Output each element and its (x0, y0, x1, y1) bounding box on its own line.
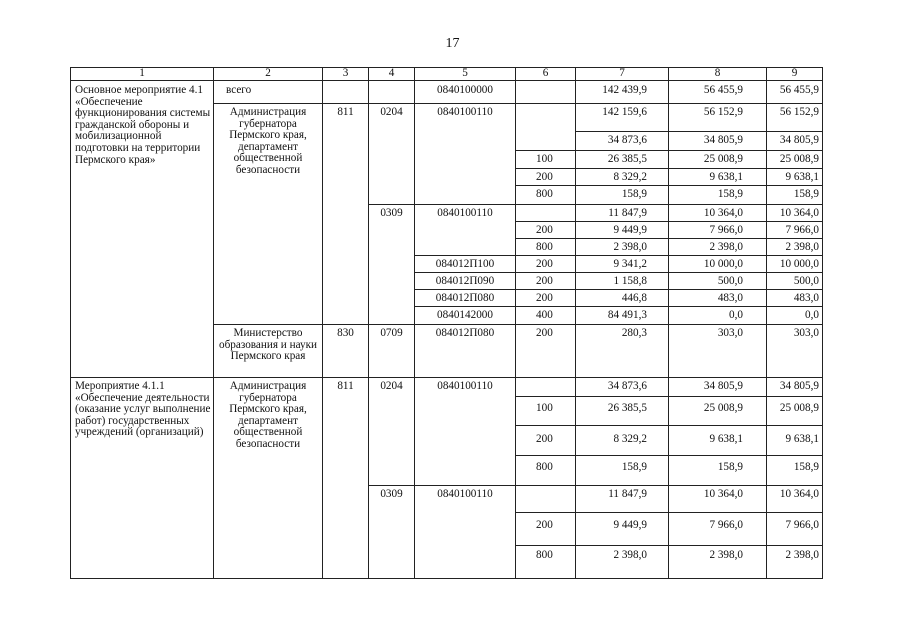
table-cell: 2 398,0 (709, 241, 743, 253)
table-cell: 303,0 (793, 327, 819, 339)
total-code: 0840100000 (437, 84, 493, 96)
table-cell: 500,0 (793, 275, 819, 287)
table-cell: 34 805,9 (779, 380, 819, 392)
target-article-code: 0840100110 (437, 488, 493, 500)
col-header-1: 1 (139, 67, 145, 79)
expense-type-code: 200 (536, 433, 553, 445)
table-cell: 446,8 (621, 292, 647, 304)
block2-grbs-code: 811 (337, 380, 354, 392)
expense-type-code: 200 (536, 171, 553, 183)
expense-type-code: 800 (536, 188, 553, 200)
sec1-total-col7: 142 159,6 (602, 106, 647, 118)
total-label: всего (226, 84, 252, 96)
col-header-4: 4 (388, 67, 395, 79)
table-cell: 500,0 (717, 275, 743, 287)
table-cell: 2 398,0 (613, 549, 647, 561)
table-cell: 34 873,6 (607, 380, 647, 392)
table-cell: 8 329,2 (613, 171, 647, 183)
expense-type-code: 200 (536, 327, 553, 339)
total-value-col7: 142 439,9 (602, 84, 647, 96)
col-header-2: 2 (265, 67, 271, 79)
expense-type-code: 200 (536, 275, 553, 287)
sec1-total-col9: 56 152,9 (779, 106, 819, 118)
table-cell: 0,0 (805, 309, 819, 321)
table-cell: 34 805,9 (703, 380, 743, 392)
table-cell: 158,9 (717, 461, 743, 473)
target-article-code: 084012П080 (435, 327, 495, 339)
table-cell: 2 398,0 (785, 241, 819, 253)
target-article-code: 0840100110 (437, 380, 493, 392)
table-cell: 9 638,1 (785, 433, 819, 445)
expense-type-code: 200 (536, 224, 553, 236)
measure-4-1-1-title: Мероприятие 4.1.1 «Обеспечение деятельности (оказание услуг выполнение работ) государственных учреждений (организаций) (75, 380, 211, 439)
table-cell: 9 341,2 (613, 258, 647, 270)
table-cell: 9 449,9 (613, 519, 647, 531)
table-cell: 9 449,9 (613, 224, 647, 236)
expense-type-code: 200 (536, 292, 553, 304)
target-article-code: 0840142000 (437, 309, 493, 321)
table-cell: 9 638,1 (785, 171, 819, 183)
table-cell: 280,3 (621, 327, 647, 339)
expense-type-code: 200 (536, 258, 553, 270)
table-cell: 158,9 (717, 188, 743, 200)
table-cell: 0,0 (729, 309, 743, 321)
table-cell: 2 398,0 (785, 549, 819, 561)
table-cell: 25 008,9 (703, 153, 743, 165)
total-value-col8: 56 455,9 (703, 84, 743, 96)
table-cell: 11 847,9 (608, 207, 647, 219)
measure-4-1-title: Основное мероприятие 4.1 «Обеспечение функционирования системы гражданской обороны и мобилизационной подготовки на территории Пермского края» (75, 84, 211, 166)
table-cell: 10 364,0 (779, 207, 819, 219)
table-cell: 10 364,0 (779, 488, 819, 500)
col-header-3: 3 (342, 67, 349, 79)
table-cell: 25 008,9 (703, 402, 743, 414)
target-article-code: 084012П100 (435, 258, 495, 270)
table-cell: 10 000,0 (779, 258, 819, 270)
table-cell: 158,9 (793, 461, 819, 473)
col-header-7: 7 (619, 67, 625, 79)
table-cell: 25 008,9 (779, 153, 819, 165)
table-cell: 303,0 (717, 327, 743, 339)
admin-grbs-code: 811 (337, 106, 354, 118)
table-cell: 34 873,6 (607, 134, 647, 146)
table-cell: 9 638,1 (709, 433, 743, 445)
table-cell: 9 638,1 (709, 171, 743, 183)
target-article-code: 0840100110 (437, 106, 493, 118)
expense-type-code: 400 (536, 309, 553, 321)
table-cell: 26 385,5 (607, 153, 647, 165)
table-cell: 8 329,2 (613, 433, 647, 445)
table-cell: 7 966,0 (785, 224, 819, 236)
table-cell: 2 398,0 (613, 241, 647, 253)
table-cell: 26 385,5 (607, 402, 647, 414)
table-cell: 158,9 (793, 188, 819, 200)
col-header-9: 9 (791, 67, 798, 79)
expense-type-code: 100 (536, 402, 553, 414)
section-code: 0204 (380, 106, 403, 118)
expense-type-code: 800 (536, 461, 553, 473)
ministry-grbs-code: 830 (337, 327, 354, 339)
total-value-col9: 56 455,9 (779, 84, 819, 96)
table-cell: 25 008,9 (779, 402, 819, 414)
expense-type-code: 800 (536, 549, 553, 561)
ministry-org-name: Министерство образования и науки Пермского края (219, 327, 317, 363)
admin-org-name: Администрация губернатора Пермского края, департамент общественной безопасности (229, 106, 307, 176)
table-cell: 483,0 (793, 292, 819, 304)
section-code: 0309 (380, 207, 403, 219)
col-header-8: 8 (714, 67, 721, 79)
target-article-code: 0840100110 (437, 207, 493, 219)
table-cell: 2 398,0 (709, 549, 743, 561)
table-cell: 34 805,9 (779, 134, 819, 146)
table-cell: 10 364,0 (703, 207, 743, 219)
table-cell: 7 966,0 (709, 224, 743, 236)
sec1-total-col8: 56 152,9 (703, 106, 743, 118)
expense-type-code: 100 (536, 153, 553, 165)
table-cell: 1 158,8 (613, 275, 647, 287)
table-cell: 483,0 (717, 292, 743, 304)
table-cell: 34 805,9 (703, 134, 743, 146)
section-code: 0709 (380, 327, 403, 339)
expense-type-code: 200 (536, 519, 553, 531)
table-cell: 7 966,0 (785, 519, 819, 531)
block2-org-name: Администрация губернатора Пермского края, департамент общественной безопасности (229, 380, 307, 450)
col-header-5: 5 (462, 67, 468, 79)
page-number: 17 (445, 36, 460, 51)
target-article-code: 084012П090 (435, 275, 495, 287)
table-cell: 84 491,3 (607, 309, 647, 321)
table-cell: 7 966,0 (709, 519, 743, 531)
section-code: 0204 (380, 380, 403, 392)
target-article-code: 084012П080 (435, 292, 495, 304)
expense-type-code: 800 (536, 241, 553, 253)
section-code: 0309 (380, 488, 403, 500)
table-cell: 10 000,0 (703, 258, 743, 270)
table-cell: 11 847,9 (608, 488, 647, 500)
table-cell: 10 364,0 (703, 488, 743, 500)
col-header-6: 6 (542, 67, 549, 79)
table-cell: 158,9 (621, 188, 647, 200)
table-cell: 158,9 (621, 461, 647, 473)
